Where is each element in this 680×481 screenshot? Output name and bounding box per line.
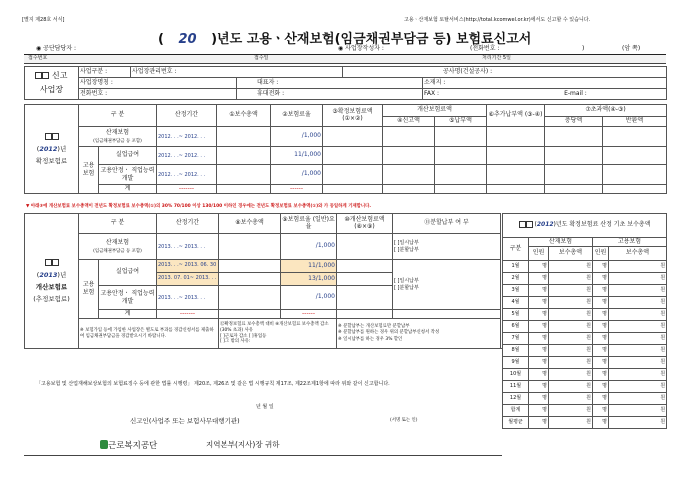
- estimated-split-employment[interactable]: [393, 260, 501, 310]
- confirmed-refund-unemployment[interactable]: [603, 147, 667, 165]
- monthly-h-category: 구분: [503, 238, 529, 261]
- writer-phone-close: ): [582, 45, 585, 52]
- industrial-wages[interactable]: 원: [549, 273, 593, 285]
- confirmed-year[interactable]: 2012: [39, 144, 58, 153]
- industrial-persons[interactable]: 명: [529, 333, 549, 345]
- confirmed-period-unemployment[interactable]: 2012. . .~ 2012. . .: [157, 147, 217, 165]
- confirmed-row-industrial: 산재보험 (임금채권부담금 등 포함): [79, 127, 157, 147]
- receipt-number-label: 접수번호: [28, 55, 48, 61]
- kcomwel-logo-icon: [100, 440, 108, 449]
- estimated-note-mid: ⑫확정보험료 보수총액 대비 ⑧개산보험료 보수총액 감소(30% 초과) 사유 [ ]근로자 감소 [ ]휴업등 [ ]그 밖의 사유:: [219, 319, 337, 349]
- confirmed-rate-unemployment[interactable]: 11/1,000: [271, 147, 323, 165]
- confirmed-total-dash-period: -------: [157, 185, 217, 194]
- employment-persons[interactable]: 명: [593, 345, 609, 357]
- industrial-wages[interactable]: 원: [549, 417, 593, 429]
- branch-addressee: 지역본부(지사)장 귀하: [206, 440, 280, 449]
- monthly-row: [503, 357, 667, 369]
- month-label: 1월: [503, 261, 529, 273]
- rep-field[interactable]: 대표자 :: [237, 78, 423, 89]
- confirmed-additional-total[interactable]: [487, 185, 545, 194]
- industrial-wages[interactable]: 원: [549, 345, 593, 357]
- site-name-field[interactable]: 공사명(건설공사) :: [343, 67, 667, 78]
- monthly-h-wages-2: 보수총액: [609, 247, 667, 261]
- confirmed-h-reported: ④신고액: [383, 117, 435, 127]
- employment-persons[interactable]: 명: [593, 261, 609, 273]
- monthly-h-wages-1: 보수총액: [549, 247, 593, 261]
- report-checkbox-2[interactable]: [42, 72, 49, 79]
- employment-persons[interactable]: 명: [593, 321, 609, 333]
- estimated-group-employment: 고용 보험: [79, 260, 99, 319]
- month-label: 7월: [503, 333, 529, 345]
- industrial-wages[interactable]: 원: [549, 333, 593, 345]
- confirmed-amount-unemployment[interactable]: [323, 147, 383, 165]
- estimated-amount-unemployment-2[interactable]: [337, 273, 393, 286]
- month-label: 8월: [503, 345, 529, 357]
- industrial-persons[interactable]: 명: [529, 357, 549, 369]
- confirmed-applied-unemployment[interactable]: [545, 147, 603, 165]
- confirmed-h-refund: 반환액: [603, 117, 667, 127]
- estimated-period-unemployment-1[interactable]: 2013. . .~ 2013. 06. 30: [157, 260, 219, 273]
- estimated-wage-stability[interactable]: [219, 286, 281, 310]
- report-checkbox[interactable]: [35, 72, 42, 79]
- confirmed-paid-stability[interactable]: [435, 165, 487, 185]
- industrial-persons[interactable]: 명: [529, 369, 549, 381]
- monthly-row: [503, 273, 667, 285]
- employment-persons[interactable]: 명: [593, 285, 609, 297]
- month-label: 4월: [503, 297, 529, 309]
- monthly-wage-table: [502, 213, 667, 429]
- estimated-h-category: 구 분: [79, 214, 157, 234]
- confirmed-side-cell: (2012)년 확정보험료: [25, 105, 79, 194]
- confirmed-reported-total[interactable]: [383, 185, 435, 194]
- form-number: [별지 제28호 서식]: [22, 17, 65, 23]
- employment-persons[interactable]: 명: [593, 297, 609, 309]
- confirmed-h-additional: ⑥추가납부액 (③-④): [487, 105, 545, 127]
- monthly-h-persons-1: 인원: [529, 247, 549, 261]
- monthly-row: [503, 345, 667, 357]
- industrial-persons[interactable]: 명: [529, 417, 549, 429]
- monthly-row: [503, 393, 667, 405]
- confirmed-applied-industrial[interactable]: [545, 127, 603, 147]
- confirmed-h-period: 산정기간: [157, 105, 217, 127]
- report-date[interactable]: 년 월 일: [256, 404, 274, 410]
- monthly-title: (2012)년도 확정보험료 산정 기초 보수총액: [503, 214, 667, 238]
- industrial-wages[interactable]: 원: [549, 261, 593, 273]
- industrial-wages[interactable]: 원: [549, 309, 593, 321]
- industrial-persons[interactable]: 명: [529, 321, 549, 333]
- employment-wages[interactable]: 원: [609, 261, 667, 273]
- industrial-wages[interactable]: 원: [549, 381, 593, 393]
- form-title: ( 20 )년도 고용ㆍ산재보험(임금채권부담금 등) 보험료신고서: [158, 32, 532, 47]
- confirmed-paid-unemployment[interactable]: [435, 147, 487, 165]
- estimated-side-cell: (2013)년 개산보험료 (추정보험료): [25, 214, 79, 349]
- confirmed-paid-total[interactable]: [435, 185, 487, 194]
- industrial-wages[interactable]: 원: [549, 405, 593, 417]
- estimated-wage-unemployment-2[interactable]: [219, 273, 281, 286]
- industrial-persons[interactable]: 명: [529, 309, 549, 321]
- confirmed-h-excess: ⑦초과액(④-③): [545, 105, 667, 117]
- signature-field[interactable]: (서명 또는 인): [390, 418, 418, 423]
- estimated-total-dash-period: -------: [157, 310, 219, 319]
- confirmed-h-category: 구 분: [79, 105, 157, 127]
- monthly-h-employment: 고용보험: [593, 238, 667, 247]
- estimated-row-stability: 고용안정ㆍ 직업능력개발: [99, 286, 157, 310]
- legal-statement: 「고용보험 및 산업재해보상보험의 보험료징수 등에 관한 법률 시행령」 제20조, 제26조 및 같은 법 시행규칙 제17조, 제22조제1항에 따라 위와 같이 신고합니다.: [36, 381, 390, 387]
- estimated-wage-unemployment-1[interactable]: [219, 260, 281, 273]
- estimated-amount-unemployment-1[interactable]: [337, 260, 393, 273]
- employment-persons[interactable]: 명: [593, 309, 609, 321]
- industrial-persons[interactable]: 명: [529, 381, 549, 393]
- other-reason-option[interactable]: [ ]그 밖의 사유:: [220, 339, 251, 345]
- decrease-reason-options[interactable]: [ ]근로자 감소 [ ]휴업등: [220, 333, 267, 339]
- estimated-checkbox-2[interactable]: [52, 259, 59, 266]
- employment-persons[interactable]: 명: [593, 381, 609, 393]
- estimated-amount-stability[interactable]: [337, 286, 393, 310]
- employment-wages[interactable]: 원: [609, 309, 667, 321]
- monthly-row: [503, 309, 667, 321]
- biz-type-field[interactable]: 사업구분 :: [79, 67, 131, 78]
- industrial-persons[interactable]: 명: [529, 345, 549, 357]
- confirmed-wage-total[interactable]: [217, 185, 271, 194]
- monthly-checkbox[interactable]: [519, 221, 526, 228]
- email-field: E-mail :: [564, 89, 587, 97]
- confirmed-h-amount: ③확정보험료액 (①×②): [323, 105, 383, 127]
- tel-field[interactable]: 전화번호 :: [79, 89, 237, 100]
- estimated-rate-stability[interactable]: /1,000: [281, 286, 337, 310]
- estimated-premium-table: [24, 213, 501, 349]
- warning-notice: ▼ 아래③에 개산보험료 보수총액이 전년도 확정보험료 보수총액(①)의 30% 70/100 이상 130/100 이하인 경우에는 전년도 확정보험료 보수총액(①)와 가 동일하게 기재합니다.: [26, 204, 372, 209]
- org-name: 근로복지공단: [100, 440, 157, 451]
- writer-phone-label: (전화번호 :: [470, 45, 500, 52]
- confirmed-h-wage-total: ①보수총액: [217, 105, 271, 127]
- monthly-row: [503, 297, 667, 309]
- confirmed-h-applied: 충당액: [545, 117, 603, 127]
- estimated-split-total: [393, 310, 501, 319]
- confirmed-additional-stability[interactable]: [487, 165, 545, 185]
- estimated-rate-industrial[interactable]: /1,000: [281, 234, 337, 260]
- estimated-note-right: ※ 분할납부는 개산보험료만 분할납부 ※ 분할납부를 원하는 경우 위의 분할납부신청서 작성 ※ 일시납부를 하는 경우 3% 할인: [337, 319, 501, 349]
- confirmed-row-stability: 고용안정ㆍ 직업능력개발: [99, 165, 157, 185]
- report-side-cell: 신고 사업장: [25, 67, 79, 100]
- installment-option-2[interactable]: [ ]분할납부: [394, 284, 419, 291]
- estimated-period-stability[interactable]: 2013. . .~ 2013. . .: [157, 286, 219, 310]
- estimated-h-rate: ⑨보험료율 (일반)요율: [281, 214, 337, 234]
- estimated-row-unemployment: 실업급여: [99, 260, 157, 286]
- employment-wages[interactable]: 원: [609, 297, 667, 309]
- confirmed-h-paid: ⑤납부액: [435, 117, 487, 127]
- estimated-year[interactable]: 2013: [39, 270, 58, 279]
- confirmed-refund-total[interactable]: [603, 185, 667, 194]
- confirmed-applied-stability[interactable]: [545, 165, 603, 185]
- business-info-table: [24, 66, 667, 100]
- estimated-amount-total[interactable]: [337, 310, 393, 319]
- industrial-persons[interactable]: 명: [529, 393, 549, 405]
- month-label: 6월: [503, 321, 529, 333]
- confirmed-checkbox-2[interactable]: [52, 133, 59, 140]
- industrial-persons[interactable]: 명: [529, 297, 549, 309]
- confirmed-h-rate: ②보험료율: [271, 105, 323, 127]
- fax-field[interactable]: FAX : E-mail :: [423, 89, 667, 100]
- month-label: 9월: [503, 357, 529, 369]
- month-label: 5월: [503, 309, 529, 321]
- employment-persons[interactable]: 명: [593, 357, 609, 369]
- estimated-wage-total[interactable]: [219, 310, 281, 319]
- estimated-wage-industrial[interactable]: [219, 234, 281, 260]
- employment-persons[interactable]: 명: [593, 333, 609, 345]
- confirmed-rate-industrial[interactable]: /1,000: [271, 127, 323, 147]
- industrial-wages[interactable]: 원: [549, 369, 593, 381]
- processing-period: 처리기간 5일: [482, 55, 511, 61]
- monthly-checkbox-2[interactable]: [526, 221, 533, 228]
- industrial-wages[interactable]: 원: [549, 357, 593, 369]
- confirmed-wage-stability[interactable]: [217, 165, 271, 185]
- industrial-persons[interactable]: 명: [529, 405, 549, 417]
- estimated-amount-industrial[interactable]: [337, 234, 393, 260]
- confirmed-refund-stability[interactable]: [603, 165, 667, 185]
- monthly-row: [503, 261, 667, 273]
- officer-label: ◉ 공단담당자 :: [36, 45, 77, 52]
- installment-option[interactable]: [ ]분할납부: [394, 246, 419, 253]
- estimated-h-amount: ⑩개산보험료액 (⑧×⑨): [337, 214, 393, 234]
- estimated-total-dash-rate: ------: [281, 310, 337, 319]
- employment-wages[interactable]: 원: [609, 405, 667, 417]
- confirmed-period-stability[interactable]: 2012. . .~ 2012. . .: [157, 165, 217, 185]
- employment-wages[interactable]: 원: [609, 393, 667, 405]
- receipt-date-label: 접수일: [254, 55, 269, 61]
- estimated-checkbox[interactable]: [45, 259, 52, 266]
- title-year[interactable]: 20: [178, 32, 197, 47]
- employment-persons[interactable]: 명: [593, 417, 609, 429]
- confirmed-paid-industrial[interactable]: [435, 127, 487, 147]
- monthly-row: [503, 417, 667, 429]
- confirmed-total-dash-rate: ------: [271, 185, 323, 194]
- monthly-row: [503, 405, 667, 417]
- estimated-h-wage-total: ⑧보수총액: [219, 214, 281, 234]
- location-field[interactable]: 소재지 :: [423, 78, 667, 89]
- confirmed-refund-industrial[interactable]: [603, 127, 667, 147]
- monthly-h-industrial: 산재보험: [529, 238, 593, 247]
- confirmed-amount-total[interactable]: [323, 185, 383, 194]
- confirmed-rate-stability[interactable]: /1,000: [271, 165, 323, 185]
- confirmed-group-employment: 고용 보험: [79, 147, 99, 194]
- employment-persons[interactable]: 명: [593, 393, 609, 405]
- employment-persons[interactable]: 명: [593, 405, 609, 417]
- employment-wages[interactable]: 원: [609, 357, 667, 369]
- confirmed-additional-industrial[interactable]: [487, 127, 545, 147]
- estimated-split-industrial[interactable]: [393, 234, 501, 260]
- monthly-row: [503, 285, 667, 297]
- employment-wages[interactable]: 원: [609, 369, 667, 381]
- confirmed-reported-unemployment[interactable]: [383, 147, 435, 165]
- confirmed-applied-total[interactable]: [545, 185, 603, 194]
- monthly-h-persons-2: 인원: [593, 247, 609, 261]
- employment-persons[interactable]: 명: [593, 369, 609, 381]
- writer-label: ◉ 사업장작성자 :: [338, 45, 384, 52]
- industrial-persons[interactable]: 명: [529, 285, 549, 297]
- industrial-wages[interactable]: 원: [549, 297, 593, 309]
- confirmed-wage-unemployment[interactable]: [217, 147, 271, 165]
- month-label: 2월: [503, 273, 529, 285]
- biz-name-field[interactable]: 사업장명칭 :: [79, 78, 237, 89]
- estimated-note-left: ※ 보험가입 등에 가입한 사업장은 별도로 부과를 경감신청서를 제출하여 임금채권부담금을 경감받으시기 바랍니다.: [79, 319, 219, 349]
- estimated-row-industrial: 산재보험 (임금채권부담금 등 포함): [79, 234, 157, 260]
- confirmed-additional-unemployment[interactable]: [487, 147, 545, 165]
- biz-mgmt-no-field[interactable]: 사업장관리번호 :: [131, 67, 343, 78]
- monthly-row: [503, 381, 667, 393]
- industrial-persons[interactable]: 명: [529, 273, 549, 285]
- monthly-year[interactable]: 2012: [536, 221, 554, 229]
- confirmed-total-label: 계: [99, 185, 157, 194]
- estimated-rate-unemployment-1[interactable]: 11/1,000: [281, 260, 337, 273]
- confirmed-row-unemployment: 실업급여: [99, 147, 157, 165]
- estimated-total-label: 계: [99, 310, 157, 319]
- monthly-row: [503, 369, 667, 381]
- confirmed-amount-stability[interactable]: [323, 165, 383, 185]
- lump-sum-option[interactable]: [ ]일시납부: [394, 239, 419, 246]
- employment-wages[interactable]: 원: [609, 345, 667, 357]
- employment-wages[interactable]: 원: [609, 273, 667, 285]
- confirmed-reported-industrial[interactable]: [383, 127, 435, 147]
- employment-persons[interactable]: 명: [593, 273, 609, 285]
- monthly-row: [503, 321, 667, 333]
- industrial-wages[interactable]: 원: [549, 321, 593, 333]
- confirmed-checkbox[interactable]: [45, 133, 52, 140]
- estimated-h-period: 산정기간: [157, 214, 219, 234]
- confirmed-reported-stability[interactable]: [383, 165, 435, 185]
- confirmed-amount-industrial[interactable]: [323, 127, 383, 147]
- industrial-wages[interactable]: 원: [549, 285, 593, 297]
- month-label: 10월: [503, 369, 529, 381]
- online-notice: 고용ㆍ산재보험 토탈서비스(http://total.kcomwel.or.kr)에서도 신고할 수 있습니다.: [404, 17, 591, 23]
- employment-wages[interactable]: 원: [609, 321, 667, 333]
- estimated-rate-unemployment-2[interactable]: 13/1,000: [281, 273, 337, 286]
- estimated-period-unemployment-2[interactable]: 2013. 07. 01~ 2013. . .: [157, 273, 219, 286]
- employment-wages[interactable]: 원: [609, 285, 667, 297]
- signer-label: 신고인(사업주 또는 보험사무대행기관): [130, 417, 240, 425]
- industrial-persons[interactable]: 명: [529, 261, 549, 273]
- month-label: 합계: [503, 405, 529, 417]
- monthly-row: [503, 333, 667, 345]
- month-label: 12월: [503, 393, 529, 405]
- month-label: 3월: [503, 285, 529, 297]
- confirmed-premium-table: [24, 104, 667, 194]
- employment-wages[interactable]: 원: [609, 333, 667, 345]
- employment-wages[interactable]: 원: [609, 381, 667, 393]
- industrial-wages[interactable]: 원: [549, 393, 593, 405]
- confirmed-wage-industrial[interactable]: [217, 127, 271, 147]
- month-label: 11월: [503, 381, 529, 393]
- confirmed-period-industrial[interactable]: 2012. . .~ 2012. . .: [157, 127, 217, 147]
- mobile-field[interactable]: 휴대전화 :: [237, 89, 423, 100]
- lump-sum-option-2[interactable]: [ ]일시납부: [394, 277, 419, 284]
- receipt-row: [24, 55, 666, 63]
- month-label: 월평균: [503, 417, 529, 429]
- page-side-label: (암 쪽): [622, 45, 641, 52]
- estimated-period-industrial[interactable]: 2013. . .~ 2013. . .: [157, 234, 219, 260]
- confirmed-h-est: 개산보험료액: [383, 105, 487, 117]
- estimated-h-split: ⑪분할납부 여 부: [393, 214, 501, 234]
- employment-wages[interactable]: 원: [609, 417, 667, 429]
